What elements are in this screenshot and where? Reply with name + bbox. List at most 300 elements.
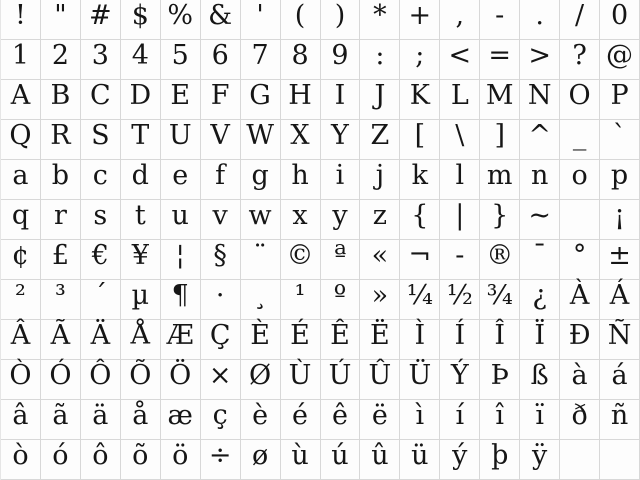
- glyph-cell[interactable]: [41, 280, 81, 320]
- glyph-cell[interactable]: [400, 200, 440, 240]
- glyph: å: [132, 400, 149, 431]
- glyph-cell[interactable]: [121, 320, 161, 360]
- glyph-cell[interactable]: [1, 120, 41, 160]
- glyph-cell[interactable]: [480, 400, 520, 440]
- glyph-cell[interactable]: [360, 280, 400, 320]
- glyph: ~: [528, 200, 551, 231]
- glyph-cell[interactable]: [480, 120, 520, 160]
- glyph: Ô: [89, 360, 112, 391]
- glyph: -: [455, 240, 465, 271]
- glyph-cell[interactable]: [560, 240, 600, 280]
- glyph-cell[interactable]: [520, 240, 560, 280]
- glyph-cell[interactable]: [440, 440, 480, 480]
- glyph-cell[interactable]: [241, 280, 281, 320]
- glyph: »: [371, 280, 389, 311]
- glyph-cell[interactable]: [161, 320, 201, 360]
- glyph-cell[interactable]: [600, 320, 640, 360]
- glyph-cell[interactable]: [81, 200, 121, 240]
- glyph: 5: [171, 40, 189, 71]
- glyph: Ó: [49, 360, 72, 391]
- glyph-cell[interactable]: [480, 200, 520, 240]
- glyph: <: [448, 40, 472, 71]
- glyph-cell[interactable]: [41, 240, 81, 280]
- glyph: q: [11, 200, 30, 231]
- glyph: Õ: [129, 360, 152, 391]
- glyph: K: [409, 80, 430, 111]
- empty-cell: [560, 440, 600, 480]
- glyph-cell[interactable]: [41, 160, 81, 200]
- glyph-cell[interactable]: [600, 400, 640, 440]
- glyph-cell[interactable]: [360, 80, 400, 120]
- glyph-cell[interactable]: [201, 80, 241, 120]
- glyph-cell[interactable]: [400, 40, 440, 80]
- glyph-cell[interactable]: [241, 360, 281, 400]
- glyph: §: [213, 240, 227, 271]
- glyph: W: [246, 120, 274, 151]
- glyph-cell[interactable]: [360, 320, 400, 360]
- glyph: ©: [286, 240, 314, 271]
- glyph: ½: [446, 280, 473, 311]
- glyph-cell[interactable]: [201, 440, 241, 480]
- glyph-cell[interactable]: [81, 0, 121, 40]
- glyph-cell[interactable]: [121, 200, 161, 240]
- glyph-cell[interactable]: [161, 0, 201, 40]
- glyph: «: [371, 240, 389, 271]
- glyph: Ð: [568, 320, 591, 351]
- glyph-cell[interactable]: [321, 240, 361, 280]
- glyph-cell[interactable]: [1, 400, 41, 440]
- glyph: s: [93, 200, 108, 231]
- glyph: ·: [215, 280, 225, 311]
- glyph: 2: [51, 40, 69, 71]
- glyph-cell[interactable]: [121, 80, 161, 120]
- glyph: >: [528, 40, 551, 71]
- glyph: u: [171, 200, 189, 231]
- glyph: À: [569, 280, 590, 311]
- glyph: ×: [208, 360, 232, 391]
- glyph-cell[interactable]: [400, 280, 440, 320]
- glyph-cell[interactable]: [600, 80, 640, 120]
- glyph-cell[interactable]: [321, 0, 361, 40]
- glyph-cell[interactable]: [281, 440, 321, 480]
- glyph: E: [170, 80, 191, 111]
- glyph-cell[interactable]: [281, 200, 321, 240]
- glyph-cell[interactable]: [1, 0, 41, 40]
- glyph-cell[interactable]: [520, 320, 560, 360]
- glyph-cell[interactable]: [201, 320, 241, 360]
- glyph: P: [610, 80, 629, 111]
- glyph: j: [375, 160, 385, 191]
- glyph-cell[interactable]: [161, 160, 201, 200]
- glyph-cell[interactable]: [600, 280, 640, 320]
- glyph-cell[interactable]: [520, 280, 560, 320]
- glyph-cell[interactable]: [520, 400, 560, 440]
- glyph-cell[interactable]: [321, 440, 361, 480]
- glyph-cell[interactable]: [360, 360, 400, 400]
- glyph: *: [373, 0, 387, 31]
- glyph: ñ: [610, 400, 629, 431]
- glyph: B: [50, 80, 71, 111]
- glyph-cell[interactable]: [440, 200, 480, 240]
- glyph-cell[interactable]: [560, 160, 600, 200]
- glyph: ,: [455, 0, 465, 31]
- glyph-cell[interactable]: [281, 320, 321, 360]
- glyph-cell[interactable]: [400, 160, 440, 200]
- glyph-cell[interactable]: [1, 160, 41, 200]
- glyph-cell[interactable]: [161, 120, 201, 160]
- glyph: Ç: [209, 320, 231, 351]
- glyph-cell[interactable]: [480, 360, 520, 400]
- glyph: A: [10, 80, 31, 111]
- glyph-cell[interactable]: [440, 80, 480, 120]
- glyph-cell[interactable]: [321, 320, 361, 360]
- glyph: \: [455, 120, 465, 151]
- glyph: L: [450, 80, 469, 111]
- glyph-cell[interactable]: [41, 400, 81, 440]
- glyph-cell[interactable]: [360, 200, 400, 240]
- glyph-cell[interactable]: [360, 120, 400, 160]
- glyph-cell[interactable]: [520, 80, 560, 120]
- glyph: û: [371, 440, 389, 471]
- glyph-cell[interactable]: [161, 280, 201, 320]
- glyph-cell[interactable]: [560, 320, 600, 360]
- empty-cell: [600, 440, 640, 480]
- glyph: G: [249, 80, 271, 111]
- glyph-cell[interactable]: [600, 240, 640, 280]
- glyph-cell[interactable]: [321, 80, 361, 120]
- glyph: b: [51, 160, 70, 191]
- glyph-cell[interactable]: [400, 80, 440, 120]
- glyph-cell[interactable]: [400, 240, 440, 280]
- glyph: 9: [331, 40, 349, 71]
- glyph: C: [90, 80, 111, 111]
- glyph-cell[interactable]: [600, 120, 640, 160]
- glyph-cell[interactable]: [41, 200, 81, 240]
- glyph-cell[interactable]: [161, 400, 201, 440]
- glyph-cell[interactable]: [1, 320, 41, 360]
- glyph-cell[interactable]: [241, 120, 281, 160]
- glyph-cell[interactable]: [81, 440, 121, 480]
- glyph-cell[interactable]: [600, 160, 640, 200]
- glyph-cell[interactable]: [321, 400, 361, 440]
- glyph-cell[interactable]: [560, 120, 600, 160]
- glyph: Ã: [50, 320, 71, 351]
- glyph-cell[interactable]: [161, 80, 201, 120]
- glyph-cell[interactable]: [480, 440, 520, 480]
- glyph: 3: [91, 40, 109, 71]
- glyph-cell[interactable]: [281, 360, 321, 400]
- glyph-cell[interactable]: [81, 80, 121, 120]
- glyph-cell[interactable]: [1, 200, 41, 240]
- glyph: :: [375, 40, 385, 71]
- glyph: @: [606, 40, 634, 71]
- glyph-cell[interactable]: [480, 320, 520, 360]
- glyph-cell[interactable]: [600, 0, 640, 40]
- glyph: Ê: [330, 320, 350, 351]
- glyph-cell[interactable]: [201, 360, 241, 400]
- glyph-cell[interactable]: [281, 40, 321, 80]
- glyph-cell[interactable]: [121, 360, 161, 400]
- glyph-cell[interactable]: [241, 80, 281, 120]
- glyph: Ñ: [607, 320, 632, 351]
- glyph-cell[interactable]: [1, 240, 41, 280]
- glyph-cell[interactable]: [121, 120, 161, 160]
- glyph-cell[interactable]: [560, 80, 600, 120]
- glyph-cell[interactable]: [201, 0, 241, 40]
- glyph: Û: [368, 360, 392, 391]
- glyph: H: [288, 80, 312, 111]
- glyph-cell[interactable]: [161, 40, 201, 80]
- glyph-cell[interactable]: [1, 40, 41, 80]
- glyph-cell[interactable]: [440, 0, 480, 40]
- glyph-cell[interactable]: [281, 280, 321, 320]
- glyph-cell[interactable]: [281, 80, 321, 120]
- glyph: 6: [211, 40, 229, 71]
- glyph-cell[interactable]: [321, 360, 361, 400]
- glyph-cell[interactable]: [161, 200, 201, 240]
- glyph: V: [210, 120, 230, 151]
- glyph-cell[interactable]: [201, 40, 241, 80]
- glyph-cell[interactable]: [241, 320, 281, 360]
- glyph-cell[interactable]: [560, 280, 600, 320]
- glyph-cell[interactable]: [440, 400, 480, 440]
- glyph: -: [495, 0, 505, 31]
- glyph-cell[interactable]: [201, 200, 241, 240]
- glyph: ß: [530, 360, 549, 391]
- glyph-cell[interactable]: [480, 280, 520, 320]
- glyph-cell[interactable]: [480, 160, 520, 200]
- glyph: k: [411, 160, 429, 191]
- glyph-cell[interactable]: [121, 280, 161, 320]
- glyph-cell[interactable]: [440, 120, 480, 160]
- glyph-cell[interactable]: [520, 40, 560, 80]
- glyph: é: [292, 400, 309, 431]
- glyph-cell[interactable]: [400, 400, 440, 440]
- glyph: 1: [11, 40, 30, 71]
- glyph-cell[interactable]: [360, 160, 400, 200]
- glyph-cell[interactable]: [560, 400, 600, 440]
- glyph: ï: [535, 400, 544, 431]
- glyph-cell[interactable]: [121, 0, 161, 40]
- glyph-cell[interactable]: [281, 240, 321, 280]
- glyph-cell[interactable]: [241, 240, 281, 280]
- glyph: ¶: [171, 280, 189, 311]
- glyph-cell[interactable]: [400, 0, 440, 40]
- glyph-cell[interactable]: [41, 320, 81, 360]
- glyph: r: [53, 200, 67, 231]
- glyph: ': [256, 0, 264, 31]
- glyph-cell[interactable]: [201, 280, 241, 320]
- glyph-cell[interactable]: [81, 160, 121, 200]
- glyph-cell[interactable]: [321, 40, 361, 80]
- glyph-cell[interactable]: [600, 40, 640, 80]
- glyph: ¬: [408, 240, 432, 271]
- glyph-cell[interactable]: [1, 80, 41, 120]
- glyph-cell[interactable]: [121, 160, 161, 200]
- glyph: #: [89, 0, 112, 31]
- glyph: õ: [132, 440, 149, 471]
- glyph: ¨: [253, 240, 267, 271]
- glyph: z: [372, 200, 388, 231]
- glyph-cell[interactable]: [440, 160, 480, 200]
- glyph-cell[interactable]: [520, 360, 560, 400]
- glyph-cell[interactable]: [121, 40, 161, 80]
- glyph: %: [167, 0, 194, 31]
- glyph-cell[interactable]: [560, 0, 600, 40]
- glyph: ù: [291, 440, 309, 471]
- glyph: Á: [609, 280, 630, 311]
- glyph: Î: [494, 320, 506, 351]
- glyph: Í: [454, 320, 466, 351]
- glyph-cell[interactable]: [241, 200, 281, 240]
- glyph: c: [92, 160, 108, 191]
- glyph-cell[interactable]: [400, 360, 440, 400]
- glyph: ¼: [406, 280, 433, 311]
- glyph: Æ: [166, 320, 194, 351]
- glyph-cell[interactable]: [121, 400, 161, 440]
- glyph-cell[interactable]: [41, 440, 81, 480]
- glyph-cell[interactable]: [81, 400, 121, 440]
- glyph: O: [568, 80, 591, 111]
- glyph-cell[interactable]: [480, 240, 520, 280]
- glyph: ¡: [614, 200, 625, 231]
- glyph: ²: [15, 280, 26, 311]
- glyph: 7: [251, 40, 269, 71]
- glyph: ÿ: [532, 440, 548, 471]
- glyph-cell[interactable]: [440, 240, 480, 280]
- glyph: Ò: [9, 360, 32, 391]
- glyph-cell[interactable]: [81, 240, 121, 280]
- glyph: ³: [54, 280, 66, 311]
- glyph-cell[interactable]: [41, 120, 81, 160]
- glyph-cell[interactable]: [600, 360, 640, 400]
- glyph-cell[interactable]: [121, 440, 161, 480]
- glyph: ë: [371, 400, 388, 431]
- glyph: ý: [452, 440, 468, 471]
- glyph: ": [54, 0, 67, 31]
- glyph-cell[interactable]: [440, 320, 480, 360]
- glyph-cell[interactable]: [161, 240, 201, 280]
- glyph-cell[interactable]: [360, 240, 400, 280]
- glyph: ?: [572, 40, 587, 71]
- glyph-cell[interactable]: [440, 360, 480, 400]
- glyph: á: [611, 360, 628, 391]
- glyph-cell[interactable]: [281, 400, 321, 440]
- glyph-cell[interactable]: [480, 40, 520, 80]
- glyph: È: [250, 320, 270, 351]
- glyph: Y: [331, 120, 349, 151]
- glyph-cell[interactable]: [241, 160, 281, 200]
- glyph-cell[interactable]: [41, 360, 81, 400]
- glyph: f: [215, 160, 226, 191]
- glyph: þ: [491, 440, 509, 471]
- glyph-cell[interactable]: [360, 40, 400, 80]
- glyph: ´: [93, 280, 108, 311]
- glyph: ): [334, 0, 346, 31]
- glyph: í: [455, 400, 465, 431]
- glyph-cell[interactable]: [1, 440, 41, 480]
- glyph-cell[interactable]: [201, 400, 241, 440]
- glyph-cell[interactable]: [81, 360, 121, 400]
- glyph-cell[interactable]: [201, 160, 241, 200]
- glyph-cell[interactable]: [241, 40, 281, 80]
- glyph-cell[interactable]: [400, 320, 440, 360]
- glyph-cell[interactable]: [241, 400, 281, 440]
- glyph-cell[interactable]: [161, 440, 201, 480]
- glyph: ¦: [175, 240, 185, 271]
- glyph-cell[interactable]: [440, 40, 480, 80]
- glyph-cell[interactable]: [241, 440, 281, 480]
- glyph-cell[interactable]: [281, 160, 321, 200]
- glyph-cell[interactable]: [241, 0, 281, 40]
- glyph: _: [572, 120, 587, 151]
- glyph-cell[interactable]: [360, 440, 400, 480]
- glyph-cell[interactable]: [440, 280, 480, 320]
- glyph-cell[interactable]: [480, 80, 520, 120]
- glyph-cell[interactable]: [81, 40, 121, 80]
- glyph-cell[interactable]: [600, 200, 640, 240]
- glyph: R: [50, 120, 71, 151]
- glyph-cell[interactable]: [121, 240, 161, 280]
- glyph: /: [575, 0, 585, 31]
- glyph: d: [131, 160, 149, 191]
- glyph-cell[interactable]: [321, 120, 361, 160]
- glyph: a: [12, 160, 29, 191]
- glyph-cell[interactable]: [400, 440, 440, 480]
- glyph-cell[interactable]: [321, 160, 361, 200]
- glyph-cell[interactable]: [41, 80, 81, 120]
- glyph: Ö: [169, 360, 192, 391]
- glyph: &: [208, 0, 233, 31]
- glyph-cell[interactable]: [281, 120, 321, 160]
- glyph: 0: [610, 0, 629, 31]
- glyph: Ù: [288, 360, 312, 391]
- glyph-cell[interactable]: [41, 40, 81, 80]
- glyph-cell[interactable]: [520, 120, 560, 160]
- glyph-cell[interactable]: [360, 0, 400, 40]
- glyph-cell[interactable]: [520, 160, 560, 200]
- glyph: v: [212, 200, 228, 231]
- glyph: è: [252, 400, 269, 431]
- glyph: ¸: [253, 280, 267, 311]
- glyph-cell[interactable]: [321, 280, 361, 320]
- glyph: Ú: [328, 360, 352, 391]
- glyph-cell[interactable]: [480, 0, 520, 40]
- glyph-cell[interactable]: [41, 0, 81, 40]
- glyph-cell[interactable]: [201, 120, 241, 160]
- glyph-cell[interactable]: [1, 280, 41, 320]
- glyph-cell[interactable]: [81, 320, 121, 360]
- glyph-cell[interactable]: [281, 0, 321, 40]
- glyph-cell[interactable]: [560, 360, 600, 400]
- glyph-cell[interactable]: [81, 280, 121, 320]
- glyph-cell[interactable]: [360, 400, 400, 440]
- glyph: €: [91, 240, 109, 271]
- glyph: [: [414, 120, 426, 151]
- glyph-cell[interactable]: [201, 240, 241, 280]
- glyph-cell[interactable]: [520, 0, 560, 40]
- glyph-cell[interactable]: [1, 360, 41, 400]
- glyph-cell[interactable]: [161, 360, 201, 400]
- glyph-cell[interactable]: [560, 40, 600, 80]
- glyph-cell[interactable]: [520, 440, 560, 480]
- glyph-cell[interactable]: [400, 120, 440, 160]
- glyph-cell[interactable]: [81, 120, 121, 160]
- glyph-cell[interactable]: [520, 200, 560, 240]
- glyph: Â: [10, 320, 31, 351]
- glyph: `: [612, 120, 627, 151]
- glyph-cell[interactable]: [321, 200, 361, 240]
